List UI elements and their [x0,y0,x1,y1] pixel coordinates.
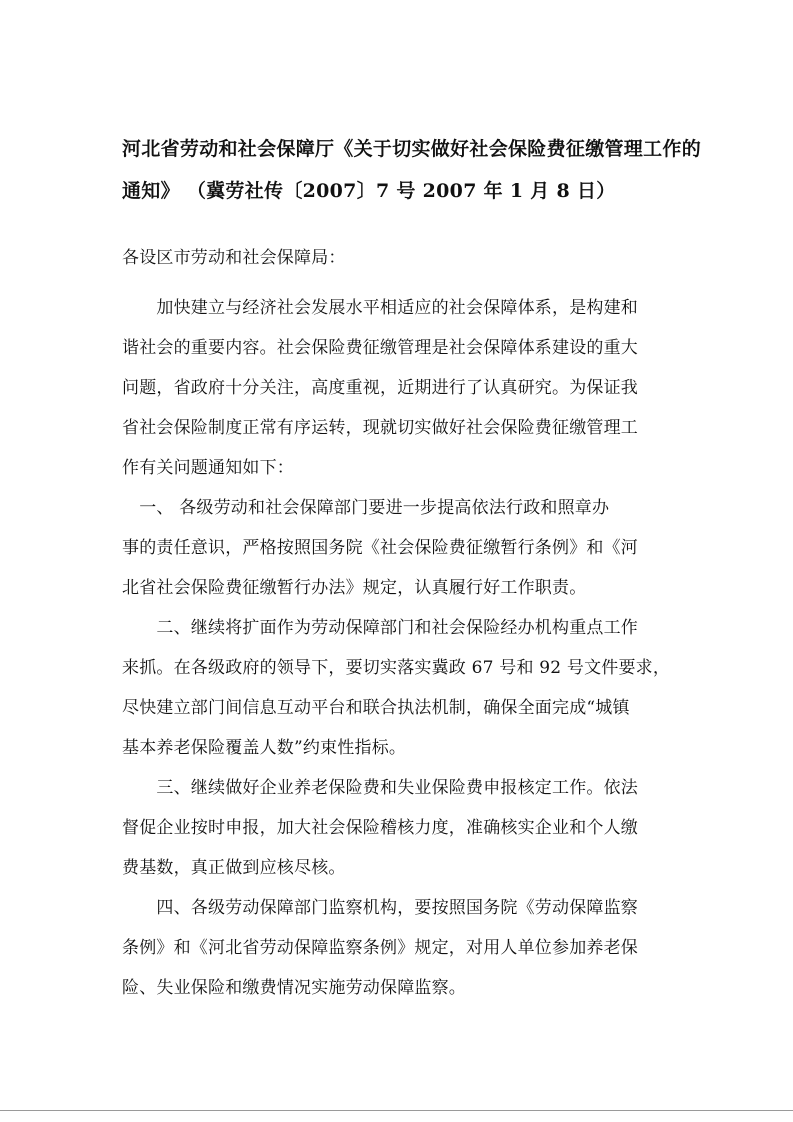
paragraph-line: 二、继续将扩面作为劳动保障部门和社会保险经办机构重点工作 [122,618,638,638]
paragraph-line: 作有关问题通知如下： [122,458,294,478]
page-bottom-divider [0,1110,793,1111]
paragraph-line: 尽快建立部门间信息互动平台和联合执法机制，确保全面完成“城镇 [122,698,630,718]
paragraph-item-3 [122,768,678,888]
paragraph-line: 费基数，真正做到应核尽核。 [122,858,346,878]
salutation: 各设区市劳动和社会保障局： [122,248,346,268]
paragraph-item-2 [122,608,678,768]
paragraph-line: 问题，省政府十分关注，高度重视，近期进行了认真研究。为保证我 [122,378,638,398]
paragraph-line: 一、 各级劳动和社会保障部门要进一步提高依法行政和照章办 [122,498,610,518]
paragraph-line: 四、各级劳动保障部门监察机构，要按照国务院《劳动保障监察 [122,898,638,918]
paragraph-line: 北省社会保险费征缴暂行办法》规定，认真履行好工作职责。 [122,578,587,598]
paragraph-line: 基本养老保险覆盖人数”约束性指标。 [122,738,407,758]
paragraph-line: 督促企业按时申报，加大社会保险稽核力度，准确核实企业和个人缴 [122,818,638,838]
paragraph-line: 谐社会的重要内容。社会保险费征缴管理是社会保障体系建设的重大 [122,338,638,358]
title-line: 通知》 （冀劳社传〔2007〕7 号 2007 年 1 月 8 日） [122,180,616,202]
paragraph-line: 加快建立与经济社会发展水平相适应的社会保障体系，是构建和 [122,298,638,318]
paragraph-item-1 [122,488,678,608]
title-line: 河北省劳动和社会保障厅《关于切实做好社会保险费征缴管理工作的 [122,138,702,160]
paragraph-gap [122,278,678,288]
paragraph-line: 事的责任意识，严格按照国务院《社会保险费征缴暂行条例》和《河 [122,538,638,558]
paragraph-line: 险、失业保险和缴费情况实施劳动保障监察。 [122,978,466,998]
paragraph-line: 省社会保险制度正常有序运转，现就切实做好社会保险费征缴管理工 [122,418,638,438]
document-title [122,128,702,212]
paragraph-intro [122,288,678,488]
paragraph-line: 来抓。在各级政府的领导下，要切实落实冀政 67 号和 92 号文件要求， [122,658,671,678]
paragraph-line: 条例》和《河北省劳动保障监察条例》规定，对用人单位参加养老保 [122,938,638,958]
paragraph-item-4 [122,888,678,1008]
document-body [122,238,678,1008]
paragraph-line: 三、继续做好企业养老保险费和失业保险费申报核定工作。依法 [122,778,638,798]
